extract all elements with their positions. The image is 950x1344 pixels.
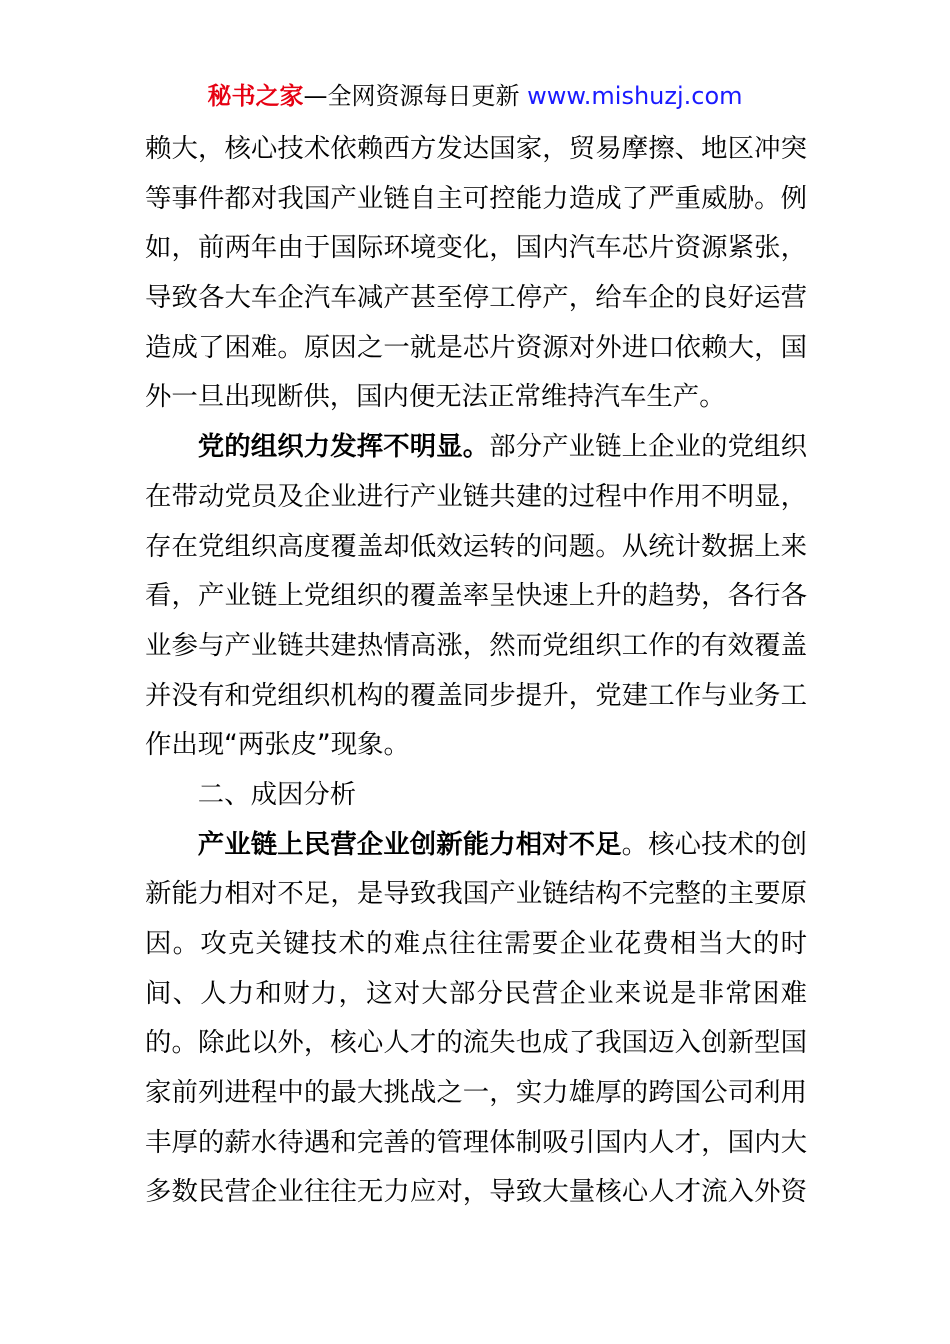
body-text [145, 124, 807, 1217]
header-url[interactable]: www.mishuzj.com [527, 82, 743, 110]
line-text: 作出现“两张皮”现象。 [145, 729, 410, 761]
line-text: 间、人力和财力，这对大部分民营企业来说是非常困难 [145, 977, 807, 1009]
line-text: 造成了困难。原因之一就是芯片资源对外进口依赖大，国 [145, 331, 807, 363]
line-text: 并没有和党组织机构的覆盖同步提升，党建工作与业务工 [145, 679, 807, 711]
section-heading [145, 770, 807, 820]
text-line [145, 323, 807, 373]
text-line [145, 1018, 807, 1068]
line-text: 看，产业链上党组织的覆盖率呈快速上升的趋势，各行各 [145, 580, 807, 612]
line-text: 的。除此以外，核心人才的流失也成了我国迈入创新型国 [145, 1027, 807, 1059]
text-line [145, 223, 807, 273]
line-text: 存在党组织高度覆盖却低效运转的问题。从统计数据上来 [145, 530, 807, 562]
line-text: 多数民营企业往往无力应对，导致大量核心人才流入外资 [145, 1176, 807, 1208]
text-line [145, 174, 807, 224]
line-bold-text: 产业链上民营企业创新能力相对不足 [197, 828, 622, 860]
text-line [145, 720, 807, 770]
line-text: 业参与产业链共建热情高涨，然而党组织工作的有效覆盖 [145, 629, 807, 661]
text-line [145, 1167, 807, 1217]
text-line [145, 273, 807, 323]
page-header [0, 80, 950, 112]
line-text: 在带动党员及企业进行产业链共建的过程中作用不明显， [145, 480, 807, 512]
text-line [145, 522, 807, 572]
line-text: 。核心技术的创 [621, 828, 807, 860]
line-text: 二、成因分析 [197, 778, 357, 810]
text-line [145, 372, 807, 422]
line-text: 部分产业链上企业的党组织 [489, 431, 807, 463]
header-tagline: —全网资源每日更新 [303, 82, 528, 110]
line-text: 因。攻克关键技术的难点往往需要企业花费相当大的时 [145, 928, 807, 959]
text-line [145, 919, 807, 969]
line-text: 新能力相对不足，是导致我国产业链结构不完整的主要原 [145, 878, 807, 910]
text-line [145, 621, 807, 671]
text-line [145, 969, 807, 1019]
line-text: 导致各大车企汽车减产甚至停工停产，给车企的良好运营 [145, 282, 807, 314]
line-text: 等事件都对我国产业链自主可控能力造成了严重威胁。例 [145, 182, 807, 214]
line-text: 如，前两年由于国际环境变化，国内汽车芯片资源紧张， [145, 232, 807, 264]
paragraph-heading-line [145, 820, 807, 870]
text-line [145, 671, 807, 721]
line-text: 赖大，核心技术依赖西方发达国家，贸易摩擦、地区冲突 [145, 133, 807, 164]
paragraph-heading-line [145, 422, 807, 472]
text-line [145, 1068, 807, 1118]
line-text: 家前列进程中的最大挑战之一，实力雄厚的跨国公司利用 [145, 1077, 807, 1109]
text-line [145, 571, 807, 621]
line-bold-text: 党的组织力发挥不明显。 [197, 431, 490, 463]
text-line [145, 869, 807, 919]
header-brand: 秘书之家 [207, 82, 304, 110]
line-text: 丰厚的薪水待遇和完善的管理体制吸引国内人才，国内大 [145, 1126, 807, 1158]
line-text: 外一旦出现断供，国内便无法正常维持汽车生产。 [145, 381, 726, 413]
text-line [145, 1118, 807, 1168]
text-line [145, 124, 807, 174]
text-line [145, 472, 807, 522]
